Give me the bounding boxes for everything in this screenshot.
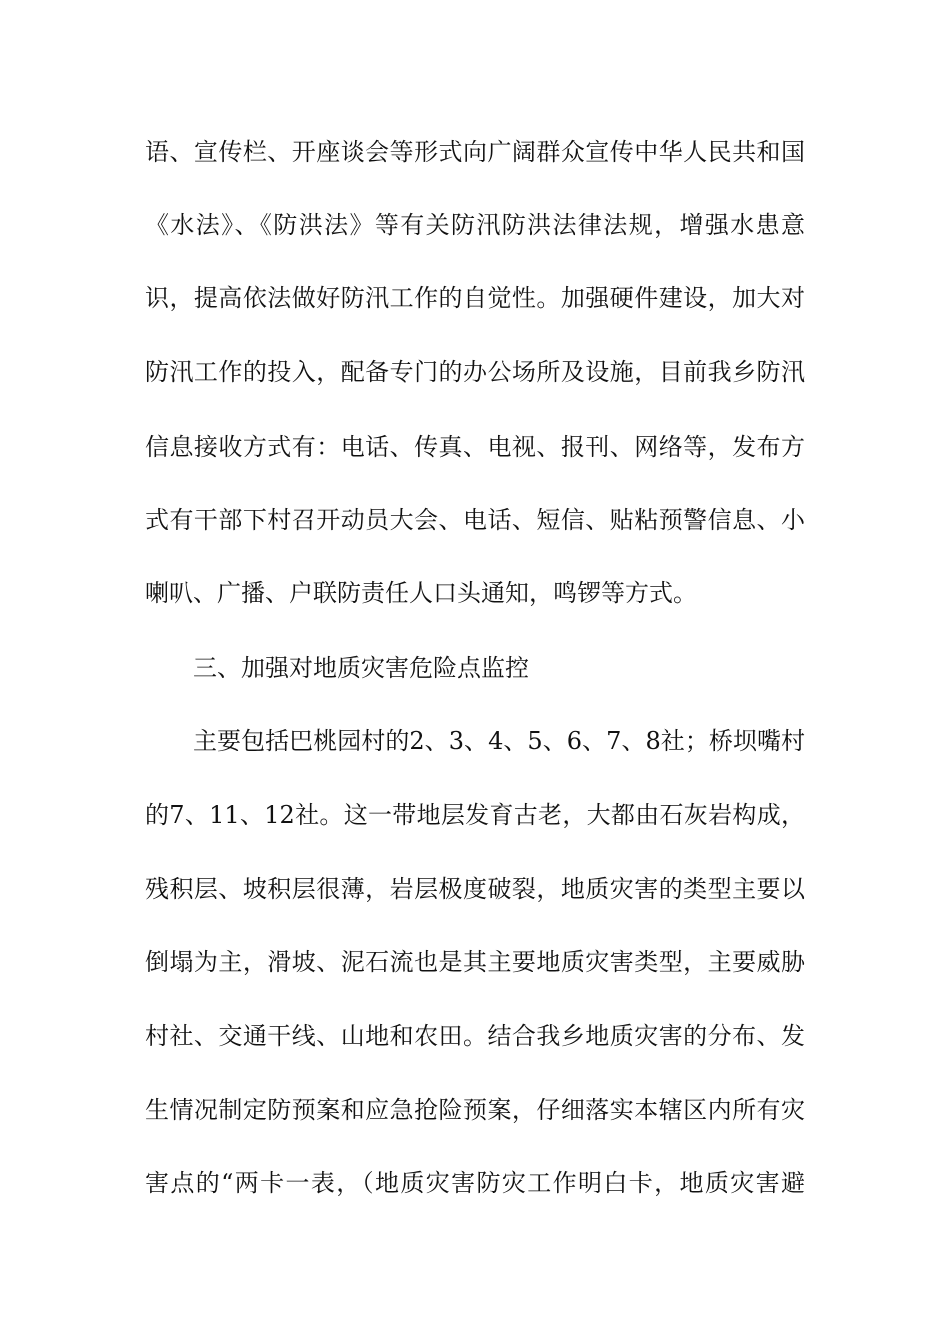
paragraph-line-5: 信息接收方式有：电话、传真、电视、报刊、网络等，发布方 (145, 433, 805, 461)
paragraph-line-12: 倒塌为主，滑坡、泥石流也是其主要地质灾害类型，主要威胁 (145, 948, 805, 976)
paragraph-line-2: 《水法》、《防洪法》等有关防汛防洪法律法规，增强水患意 (145, 211, 805, 239)
paragraph-line-13: 村社、交通干线、山地和农田。结合我乡地质灾害的分布、发 (145, 1022, 805, 1050)
paragraph-line-14: 生情况制定防预案和应急抢险预案，仔细落实本辖区内所有灾 (145, 1096, 805, 1124)
paragraph-line-15: 害点的“两卡一表，（地质灾害防灾工作明白卡，地质灾害避 (145, 1169, 805, 1197)
paragraph-line-4: 防汛工作的投入，配备专门的办公场所及设施，目前我乡防汛 (145, 358, 805, 386)
paragraph-line-3: 识，提高依法做好防汛工作的自觉性。加强硬件建设，加大对 (145, 284, 805, 312)
section-heading: 三、加强对地质灾害危险点监控 (193, 654, 529, 682)
paragraph-line-1: 语、宣传栏、开座谈会等形式向广阔群众宣传中华人民共和国 (145, 138, 805, 166)
paragraph-line-7: 喇叭、广播、户联防责任人口头通知，鸣锣等方式。 (145, 579, 697, 607)
paragraph-line-11: 残积层、坡积层很薄，岩层极度破裂，地质灾害的类型主要以 (145, 875, 805, 903)
paragraph-line-9: 主要包括巴桃园村的2、3、4、5、6、7、8社；桥坝嘴村 (193, 727, 805, 755)
paragraph-line-10: 的7、11、12社。这一带地层发育古老，大都由石灰岩构成， (145, 801, 805, 829)
paragraph-line-6: 式有干部下村召开动员大会、电话、短信、贴粘预警信息、小 (145, 506, 805, 534)
